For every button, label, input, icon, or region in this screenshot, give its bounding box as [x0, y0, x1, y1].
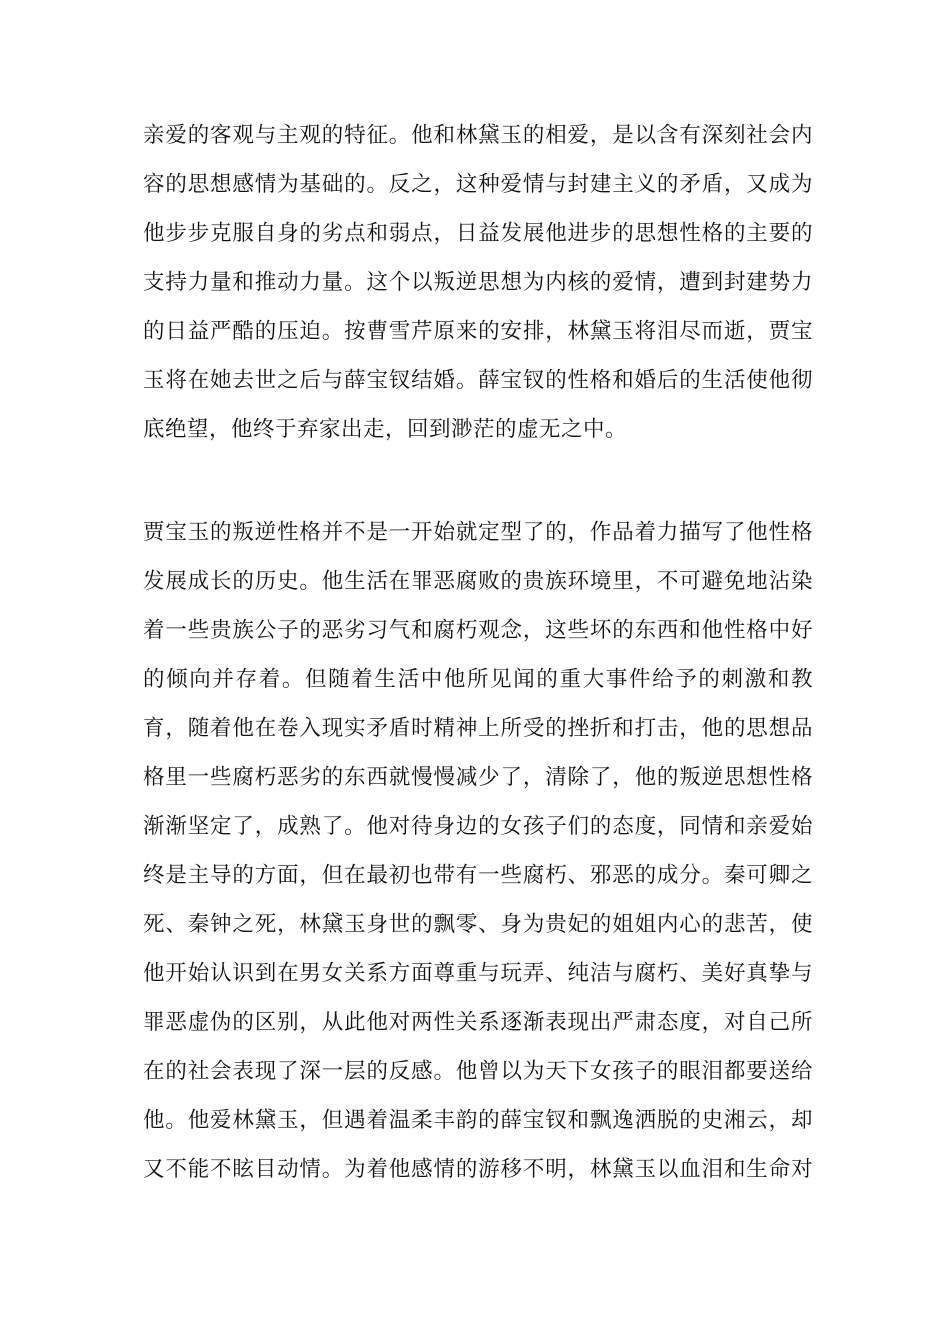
text-line: 亲爱的客观与主观的特征。他和林黛玉的相爱，是以含有深刻社会内: [143, 123, 813, 148]
text-line: 他开始认识到在男女关系方面尊重与玩弄、纯洁与腐朽、美好真挚与: [143, 961, 813, 986]
text-line: 的日益严酷的压迫。按曹雪芹原来的安排，林黛玉将泪尽而逝，贾宝: [143, 319, 813, 344]
text-line: 又不能不眩目动情。为着他感情的游移不明，林黛玉以血泪和生命对: [143, 1157, 813, 1182]
text-line: 他。他爱林黛玉，但遇着温柔丰韵的薛宝钗和飘逸洒脱的史湘云，却: [143, 1108, 813, 1133]
text-line: 他步步克服自身的劣点和弱点，日益发展他进步的思想性格的主要的: [143, 221, 813, 246]
text-line: 格里一些腐朽恶劣的东西就慢慢减少了，清除了，他的叛逆思想性格: [143, 765, 813, 790]
text-line: 渐渐坚定了，成熟了。他对待身边的女孩子们的态度，同情和亲爱始: [143, 814, 813, 839]
text-line: 发展成长的历史。他生活在罪恶腐败的贵族环境里，不可避免地沾染: [143, 569, 813, 594]
text-line: 的倾向并存着。但随着生活中他所见闻的重大事件给予的刺激和教: [143, 667, 813, 692]
text-line: 罪恶虚伪的区别，从此他对两性关系逐渐表现出严肃态度，对自己所: [143, 1010, 813, 1035]
text-line: 育，随着他在卷入现实矛盾时精神上所受的挫折和打击，他的思想品: [143, 716, 813, 741]
text-line: 支持力量和推动力量。这个以叛逆思想为内核的爱情，遭到封建势力: [143, 270, 813, 295]
paragraph-2: [143, 508, 813, 1194]
text-line: 在的社会表现了深一层的反感。他曾以为天下女孩子的眼泪都要送给: [143, 1059, 813, 1084]
text-line: 底绝望，他终于弃家出走，回到渺茫的虚无之中。: [143, 417, 628, 442]
text-line: 贾宝玉的叛逆性格并不是一开始就定型了的，作品着力描写了他性格: [143, 520, 813, 545]
text-line: 终是主导的方面，但在最初也带有一些腐朽、邪恶的成分。秦可卿之: [143, 863, 813, 888]
text-line: 着一些贵族公子的恶劣习气和腐朽观念，这些坏的东西和他性格中好: [143, 618, 813, 643]
text-line: 容的思想感情为基础的。反之，这种爱情与封建主义的矛盾，又成为: [143, 172, 813, 197]
text-line: 玉将在她去世之后与薛宝钗结婚。薛宝钗的性格和婚后的生活使他彻: [143, 368, 813, 393]
text-line: 死、秦钟之死，林黛玉身世的飘零、身为贵妃的姐姐内心的悲苦，使: [143, 912, 813, 937]
paragraph-1: [143, 111, 813, 454]
